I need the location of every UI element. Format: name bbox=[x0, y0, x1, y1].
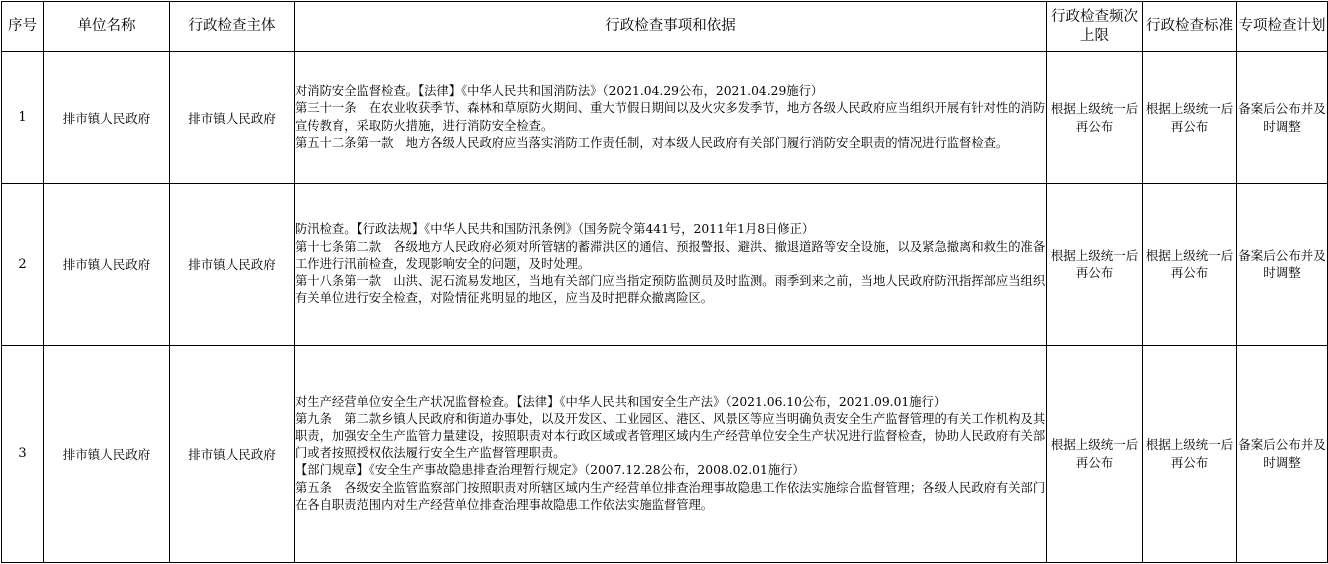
inspection-subject-cell: 排市镇人民政府 bbox=[170, 345, 295, 562]
basis-line: 第十八条第一款 山洪、泥石流易发地区，当地有关部门应当指定预防监测员及时监测。雨季到来之前，当地人民政府防汛指挥部应当组织有关单位进行安全检查，对险情征兆明显的地区，应当及时把群众撤离险区。 bbox=[295, 274, 1046, 306]
frequency-cell: 根据上级统一后再公布 bbox=[1047, 52, 1143, 184]
row-number: 3 bbox=[2, 345, 44, 562]
basis-line: 第十七条第二款 各级地方人民政府必须对所管辖的蓄滞洪区的通信、预报警报、避洪、撤退道路等安全设施，以及紧急撤离和救生的准备工作进行汛前检查，发现影响安全的问题，及时处理。 bbox=[295, 239, 1046, 271]
basis-line: 防汛检查。【行政法规】《中华人民共和国防汛条例》（国务院令第441号，2011年1月8日修正） bbox=[295, 222, 815, 237]
header-special-plan: 专项检查计划 bbox=[1237, 2, 1328, 52]
basis-line: 【部门规章】《安全生产事故隐患排查治理暂行规定》（2007.12.28公布，2008.02.01施行） bbox=[295, 463, 805, 478]
basis-line: 第三十一条 在农业收获季节、森林和草原防火期间、重大节假日期间以及火灾多发季节，地方各级人民政府应当组织开展有针对性的消防宣传教育，采取防火措施，进行消防安全检查。 bbox=[295, 101, 1046, 133]
basis-line: 第九条 第二款乡镇人民政府和街道办事处，以及开发区、工业园区、港区、风景区等应当明确负责安全生产监督管理的有关工作机构及其职责，加强安全生产监管力量建设，按照职责对本行政区域或者管理区域内生产经营单位安全生产状况进行监督检查，协助人民政府有关部门或者按照授权依法履行安全生产监督管理职责。 bbox=[295, 411, 1046, 461]
header-no: 序号 bbox=[2, 2, 44, 52]
basis-line: 第五十二条第一款 地方各级人民政府应当落实消防工作责任制，对本级人民政府有关部门履行消防安全职责的情况进行监督检查。 bbox=[295, 135, 1009, 150]
plan-cell: 备案后公布并及时调整 bbox=[1237, 52, 1328, 184]
frequency-cell: 根据上级统一后再公布 bbox=[1047, 345, 1143, 562]
standard-cell: 根据上级统一后再公布 bbox=[1143, 184, 1237, 345]
row-number: 2 bbox=[2, 184, 44, 345]
header-inspection-items: 行政检查事项和依据 bbox=[295, 2, 1047, 52]
header-row bbox=[2, 2, 1328, 52]
row-number: 1 bbox=[2, 52, 44, 184]
table-row bbox=[2, 184, 1328, 345]
inspection-basis-cell bbox=[295, 52, 1047, 184]
header-frequency-limit: 行政检查频次上限 bbox=[1047, 2, 1143, 52]
plan-cell: 备案后公布并及时调整 bbox=[1237, 184, 1328, 345]
standard-cell: 根据上级统一后再公布 bbox=[1143, 345, 1237, 562]
inspection-basis-cell bbox=[295, 184, 1047, 345]
unit-name-cell: 排市镇人民政府 bbox=[44, 52, 170, 184]
standard-cell: 根据上级统一后再公布 bbox=[1143, 52, 1237, 184]
header-inspection-subject: 行政检查主体 bbox=[170, 2, 295, 52]
header-unit-name: 单位名称 bbox=[44, 2, 170, 52]
inspection-basis-cell bbox=[295, 345, 1047, 562]
frequency-cell: 根据上级统一后再公布 bbox=[1047, 184, 1143, 345]
table-row bbox=[2, 345, 1328, 562]
basis-line: 对消防安全监督检查。【法律】《中华人民共和国消防法》（2021.04.29公布，2021.04.29施行） bbox=[295, 84, 824, 99]
inspection-table bbox=[1, 1, 1328, 563]
plan-cell: 备案后公布并及时调整 bbox=[1237, 345, 1328, 562]
inspection-subject-cell: 排市镇人民政府 bbox=[170, 184, 295, 345]
unit-name-cell: 排市镇人民政府 bbox=[44, 184, 170, 345]
header-inspection-standard: 行政检查标准 bbox=[1143, 2, 1237, 52]
unit-name-cell: 排市镇人民政府 bbox=[44, 345, 170, 562]
basis-line: 第五条 各级安全监管监察部门按照职责对所辖区域内生产经营单位排查治理事故隐患工作依法实施综合监督管理；各级人民政府有关部门在各自职责范围内对生产经营单位排查治理事故隐患工作依法实施监督管理。 bbox=[295, 480, 1046, 512]
table-row bbox=[2, 52, 1328, 184]
inspection-subject-cell: 排市镇人民政府 bbox=[170, 52, 295, 184]
basis-line: 对生产经营单位安全生产状况监督检查。【法律】《中华人民共和国安全生产法》（2021.06.10公布，2021.09.01施行） bbox=[295, 394, 947, 409]
